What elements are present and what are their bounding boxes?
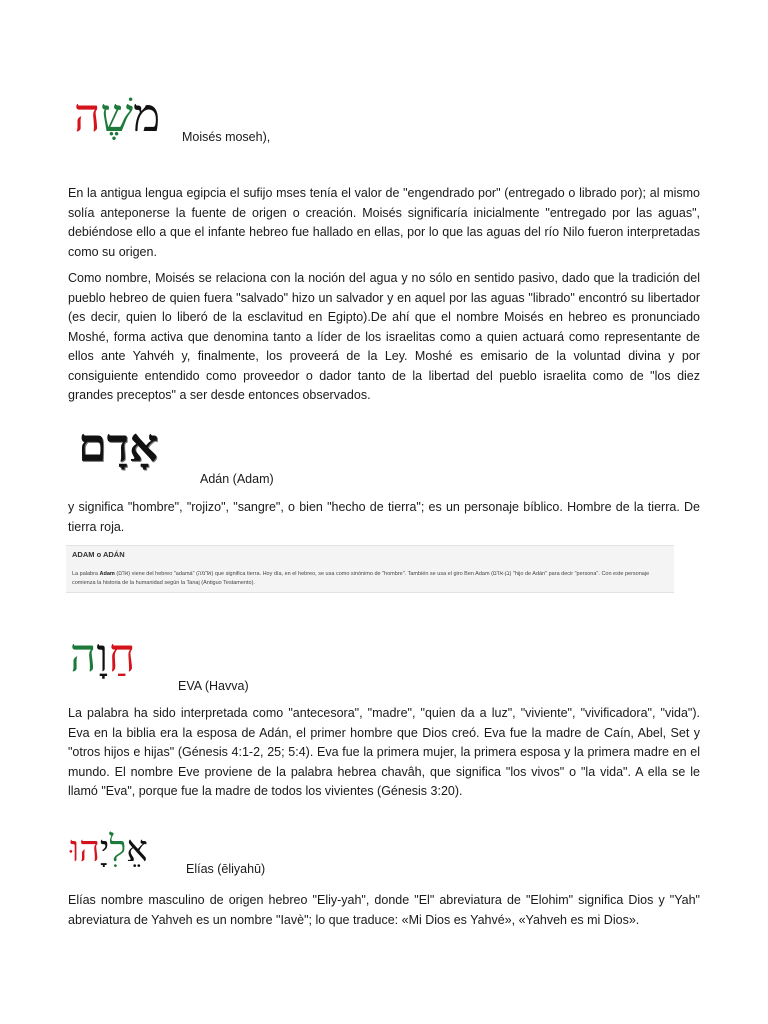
- hebrew-word-adam: [78, 418, 159, 472]
- box-text: [72, 570, 668, 588]
- hebrew-letter: מ: [133, 88, 161, 142]
- caption-moses: Moisés moseh),: [182, 130, 271, 144]
- box-text-body: (אדם) viene del hebreo "adamá" (אדמה) que significa tierra. Hoy día, en el hebreo, se usa como sinónimo de "hombre". También se usa el giro Ben Adam (בן-אדם) "hijo de Adán" para decir "persona". Con este personaje comienza la historia de la humanidad según la Tanaj (Antiguo Testamento).: [72, 571, 650, 586]
- hebrew-letter: אֵ: [126, 829, 148, 870]
- hebrew-letter: שֶׁ: [100, 88, 134, 142]
- paragraph-adam: y significa "hombre", "rojizo", "sangre", o bien "hecho de tierra"; es un personaje bíblico. Hombre de la tierra. De tierra roja.: [68, 500, 700, 534]
- hebrew-letter: לִ: [109, 829, 127, 870]
- hebrew-letter: יָ: [99, 829, 110, 870]
- hebrew-letter: ה: [74, 88, 101, 142]
- paragraph-eva: La palabra ha sido interpretada como "antecesora", "madre", "quien da a luz", "viviente", "vivificadora", "vida"). Eva en la biblia era la esposa de Adán, el primer hombre que Dios creó. Eva fue la madre de Caín, Abel, Set y "otros hijos e hijas" (Génesis 4:1-2, 25; 5:4). Eva fue la primera mujer, la primera esposa y la primera madre en el mundo. El nombre Eve proviene de la palabra hebrea chavâh, que significa "los vivos" o "la vida". A ella se le llamó "Eva", porque fue la madre de todos los vivientes (Génesis 3:20).: [68, 706, 700, 798]
- caption-adam: Adán (Adam): [200, 472, 274, 486]
- hebrew-word-eliyahu: [70, 829, 148, 870]
- caption-elias: Elías (ēliyahū): [186, 862, 266, 876]
- hebrew-letter: ם: [78, 418, 107, 472]
- hebrew-word-havva: [70, 628, 136, 682]
- box-text-lead: La palabra: [72, 571, 100, 577]
- box-text-bold: Adam: [99, 571, 115, 577]
- paragraph-moses-etymology: En la antigua lengua egipcia el sufijo mses tenía el valor de "engendrado por" (entregado o librado por); al mismo solía anteponerse la fuente de origen o creación. Moisés significaría inicialmente "entregado por las aguas", debiéndose ello a que el infante hebreo fue hallado en ellas, por lo que las aguas del río Nilo fueron interpretadas como su origen.: [68, 186, 700, 259]
- hebrew-letter: חַ: [108, 628, 136, 682]
- paragraph-moses-name: Como nombre, Moisés se relaciona con la noción del agua y no sólo en sentido pasivo, dado que la tradición del pueblo hebreo de quien fuera "salvado" hizo un salvador y en aquel por las aguas "librado" encontró su libertador (es decir, quien lo liberó de la esclavitud en Egipto).De ahí que el nombre Moisés en hebreo es pronunciado Moshé, forma activa que denomina tanto a líder de los israelitas como a quien actuará como representante de ellos ante Yahvéh y, finalmente, los proveerá de la Ley. Moshé es emisario de la voluntad divina y por consiguiente entendido como proveedor o dador tanto de la libertad del pueblo israelita como de "los diez grandes preceptos" a ser desde entonces observados.: [68, 271, 700, 402]
- hebrew-letter: אָ: [128, 418, 159, 472]
- hebrew-letter: דָ: [106, 418, 129, 472]
- box-title: ADAM o ADÁN: [72, 550, 125, 559]
- hebrew-word-moshe: [74, 88, 161, 142]
- caption-eva: EVA (Havva): [178, 679, 249, 693]
- hebrew-letter: וָ: [96, 628, 109, 682]
- paragraph-elias: Elías nombre masculino de origen hebreo "Eliy-yah", donde "El" abreviatura de "Elohim" significa Dios y "Yah" abreviatura de Yahveh es un nombre "Iavè"; lo que traduce: «Mi Dios es Yahvé», «Yahveh es mi Dios».: [68, 893, 700, 927]
- adam-definition-box: [66, 545, 674, 593]
- hebrew-letter: הוּ: [70, 829, 100, 870]
- hebrew-letter: ה: [70, 628, 97, 682]
